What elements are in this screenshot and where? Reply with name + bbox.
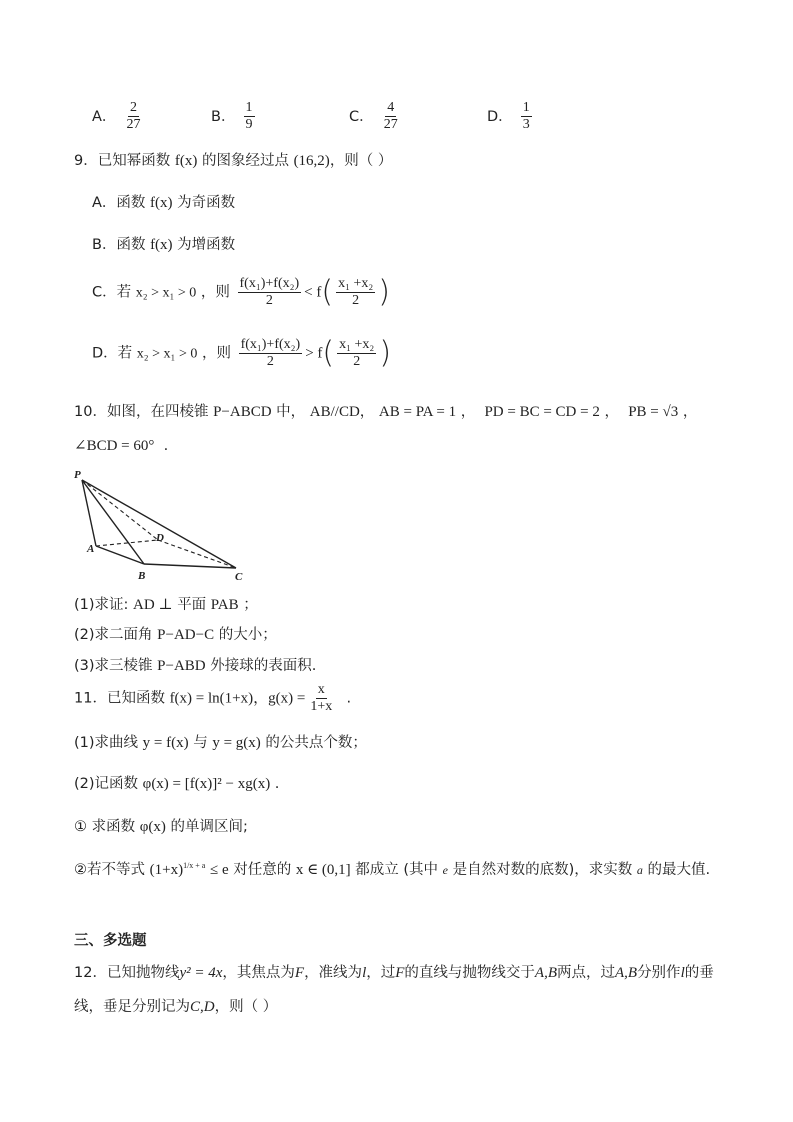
q8-option-b (211, 100, 258, 133)
label-c: C (235, 571, 243, 583)
q11-stem: 11．已知函数 f(x) = ln(1+x)，g(x) = $\frac{x}{1+x}$ . (74, 682, 352, 715)
q10-part3: (3)求三棱锥 P−ABD 外接球的表面积. (74, 658, 317, 674)
q9-option-c: C．若 x₂ > x₁ > 0 ，则 $\frac{\text{f(x₁)+f(x₂)}}{2}$ < f( $\frac{\text{x₁ +x₂}}{2}$ ) (92, 274, 390, 310)
edge-bc (144, 564, 236, 568)
option-letter: A． (92, 109, 117, 126)
q10-part2: (2)求二面角 P−AD−C 的大小； (74, 627, 277, 643)
q12-stem: 12．已知抛物线y² = 4x，其焦点为F，准线为l，过F的直线与抛物线交于A,B两点，过A,B分别作l的垂 (74, 965, 714, 981)
option-fraction: $\frac{1}{9}$ (245, 100, 253, 133)
q10-stem-line2: ∠BCD = 60° . (74, 438, 169, 454)
q12-stem-line2: 线，垂足分别记为C,D，则（ ） (74, 999, 278, 1015)
q9-option-a: A．函数 f(x) 为奇函数 (92, 195, 236, 211)
q8-option-c (349, 100, 403, 133)
q8-option-a (92, 100, 146, 133)
option-fraction: $\frac{4}{27}$ (383, 100, 398, 133)
q9-option-b: B．函数 f(x) 为增函数 (92, 237, 236, 253)
label-b: B (138, 570, 146, 582)
fraction: $\frac{x}{1+x}$ (310, 682, 333, 715)
label-p: P (74, 469, 81, 481)
option-letter: C． (349, 109, 374, 126)
edge-pc (82, 480, 236, 568)
fraction: $\frac{\text{x₁ +x₂}}{2}$ (338, 276, 374, 309)
q10-part1: (1)求证: AD ⊥ 平面 PAB ； (74, 597, 258, 613)
label-a: A (87, 543, 95, 555)
option-fraction: $\frac{2}{27}$ (126, 100, 141, 133)
q11-sub2: ②若不等式 $(1+x)^{1/x + a} \le e$ 对任意的 x ∈ (0,1] 都成立 (其中 e 是自然对数的底数)，求实数 a 的最大值. (74, 861, 711, 878)
fraction: $\frac{\text{f(x₁)+f(x₂)}}{2}$ (239, 276, 300, 309)
fraction: $\frac{\text{f(x₁)+f(x₂)}}{2}$ (240, 337, 301, 370)
label-d: D (156, 532, 164, 544)
option-letter: B． (211, 109, 236, 126)
q11-part1: (1)求曲线 y = f(x) 与 y = g(x) 的公共点个数； (74, 735, 367, 751)
option-letter: D． (487, 109, 513, 126)
fraction: $\frac{\text{x₁ +x₂}}{2}$ (339, 337, 375, 370)
q9-option-d: D．若 x₂ > x₁ > 0 ，则 $\frac{\text{f(x₁)+f(x₂)}}{2}$ > f( $\frac{\text{x₁ +x₂}}{2}$ ) (92, 335, 392, 371)
edge-dc (158, 540, 236, 568)
q8-option-d (487, 100, 535, 133)
option-fraction: $\frac{1}{3}$ (522, 100, 530, 133)
q11-part2: (2)记函数 φ(x) = [f(x)]² − xg(x) . (74, 776, 280, 792)
q10-stem: 10．如图，在四棱锥 P−ABCD 中， AB//CD， AB = PA = 1 ， PD = BC = CD = 2 ， PB = √3 ， (74, 404, 698, 420)
pyramid-figure (70, 466, 260, 584)
section-heading: 三、多选题 (74, 933, 147, 949)
q9-stem: 9．已知幂函数 f(x) 的图象经过点 (16,2)，则（ ） (74, 153, 393, 169)
q11-sub1: ① 求函数 φ(x) 的单调区间; (74, 819, 248, 835)
